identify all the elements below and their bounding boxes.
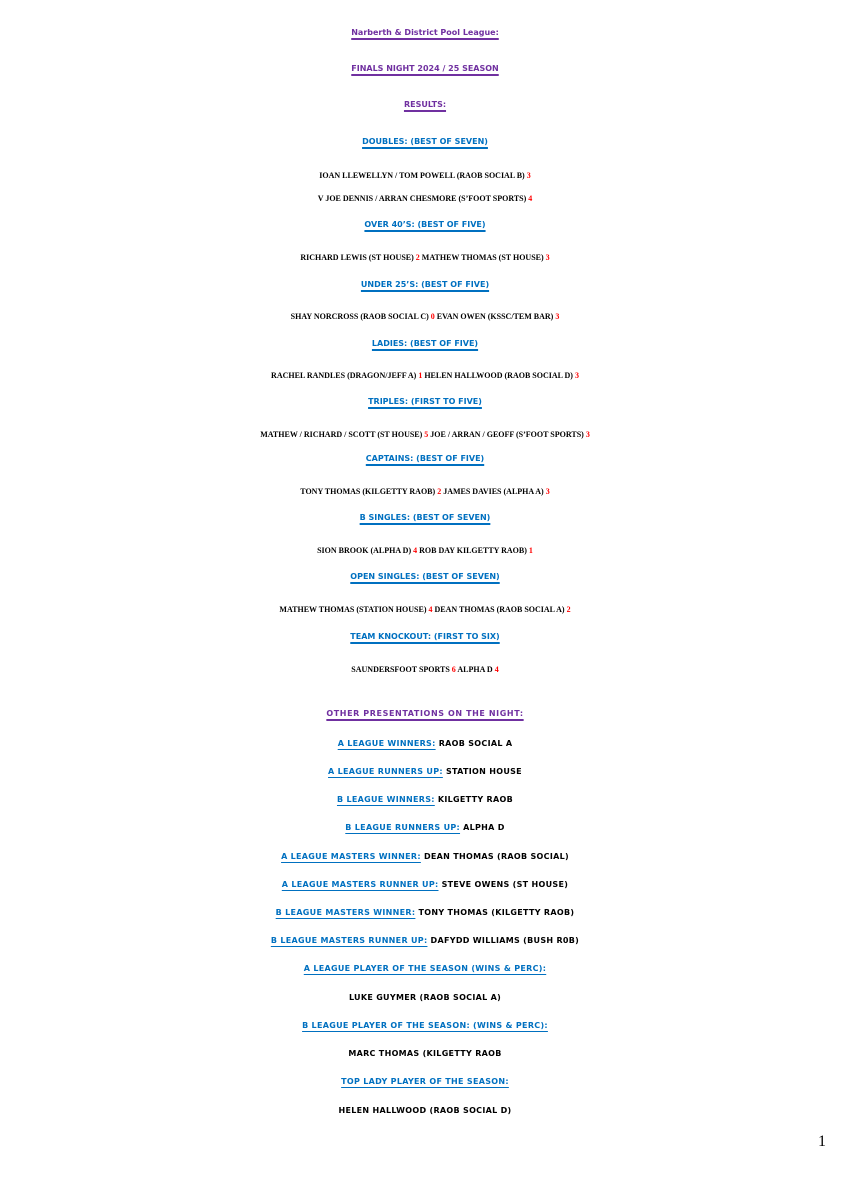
result-text: EVAN OWEN (KSSC/TEM BAR) — [434, 312, 556, 321]
other-presentations-title: OTHER PRESENTATIONS ON THE NIGHT: — [326, 709, 524, 718]
result-line-doubles-2 — [0, 194, 850, 203]
score: 2 — [415, 253, 420, 262]
presentation-label: B LEAGUE WINNERS: — [336, 795, 435, 804]
presentation-a-league-runners-up — [0, 767, 850, 776]
presentation-label: A LEAGUE WINNERS: — [337, 739, 436, 748]
score: 3 — [585, 430, 590, 439]
result-line-under-25s — [0, 312, 850, 321]
presentation-value: MARC THOMAS (KILGETTY RAOB — [348, 1049, 502, 1058]
presentation-label: B LEAGUE MASTERS RUNNER UP: — [270, 936, 428, 945]
section-title-b-singles: B SINGLES: (BEST OF SEVEN) — [359, 513, 491, 522]
result-text: SAUNDERSFOOT SPORTS — [351, 665, 452, 674]
presentation-top-lady-player — [0, 1077, 850, 1086]
section-title-ladies: LADIES: (BEST OF FIVE) — [371, 339, 479, 348]
result-text: MATHEW / RICHARD / SCOTT (ST HOUSE) — [260, 430, 425, 439]
result-line-b-singles — [0, 546, 850, 555]
presentation-value: STATION HOUSE — [442, 767, 522, 776]
result-text: V JOE DENNIS / ARRAN CHESMORE (S’FOOT SPORTS) — [317, 194, 529, 203]
score: 3 — [555, 312, 560, 321]
presentation-label: A LEAGUE RUNNERS UP: — [328, 767, 443, 776]
presentation-value: TONY THOMAS (KILGETTY RAOB) — [415, 908, 575, 917]
presentation-b-league-masters-runner-up — [0, 936, 850, 945]
section-title-triples: TRIPLES: (FIRST TO FIVE) — [368, 397, 482, 406]
presentation-b-league-winners — [0, 795, 850, 804]
result-text: RACHEL RANDLES (DRAGON/JEFF A) — [271, 371, 419, 380]
result-text: TONY THOMAS (KILGETTY RAOB) — [300, 487, 438, 496]
score: 3 — [574, 371, 579, 380]
presentation-a-league-player-name — [0, 993, 850, 1002]
league-title: Narberth & District Pool League: — [351, 28, 499, 37]
results-title: RESULTS: — [403, 100, 447, 109]
section-title-open-singles: OPEN SINGLES: (BEST OF SEVEN) — [350, 572, 500, 581]
result-text: IOAN LLEWELLYN / TOM POWELL (RAOB SOCIAL B) — [319, 171, 527, 180]
score: 2 — [437, 487, 442, 496]
result-text: DEAN THOMAS (RAOB SOCIAL A) — [432, 605, 567, 614]
result-line-captains — [0, 487, 850, 496]
result-text: SION BROOK (ALPHA D) — [317, 546, 414, 555]
presentation-b-league-masters-winner — [0, 908, 850, 917]
presentation-label: B LEAGUE MASTERS WINNER: — [275, 908, 416, 917]
section-title-over-40s: OVER 40’S: (BEST OF FIVE) — [364, 220, 486, 229]
presentation-label: A LEAGUE PLAYER OF THE SEASON (WINS & PERC): — [303, 964, 547, 973]
presentation-value: KILGETTY RAOB — [434, 795, 514, 804]
score: 4 — [494, 665, 499, 674]
score: 5 — [424, 430, 429, 439]
presentation-value: DAFYDD WILLIAMS (BUSH R0B) — [427, 936, 580, 945]
result-line-doubles-1 — [0, 171, 850, 180]
score: 4 — [428, 605, 433, 614]
score: 4 — [413, 546, 418, 555]
page-number: 1 — [818, 1133, 826, 1150]
presentation-value: ALPHA D — [460, 823, 505, 832]
result-text: RICHARD LEWIS (ST HOUSE) — [300, 253, 416, 262]
result-text: ROB DAY KILGETTY RAOB) — [417, 546, 529, 555]
presentation-label: TOP LADY PLAYER OF THE SEASON: — [341, 1077, 509, 1086]
result-line-team-knockout — [0, 665, 850, 674]
season-title: FINALS NIGHT 2024 / 25 SEASON — [351, 64, 499, 73]
presentation-b-league-player-name — [0, 1049, 850, 1058]
section-title-under-25s: UNDER 25’S: (BEST OF FIVE) — [360, 280, 490, 289]
score: 2 — [566, 605, 571, 614]
score: 3 — [545, 253, 550, 262]
result-text: JOE / ARRAN / GEOFF (S’FOOT SPORTS) — [428, 430, 586, 439]
result-line-over-40s — [0, 253, 850, 262]
presentation-value: DEAN THOMAS (RAOB SOCIAL) — [420, 852, 569, 861]
result-text: ALPHA D — [455, 665, 495, 674]
presentation-b-league-player-of-season — [0, 1021, 850, 1030]
score: 4 — [528, 194, 533, 203]
score: 3 — [545, 487, 550, 496]
section-title-doubles: DOUBLES: (BEST OF SEVEN) — [362, 137, 488, 146]
presentation-value: RAOB SOCIAL A — [435, 739, 513, 748]
score: 6 — [451, 665, 456, 674]
presentation-label: B LEAGUE PLAYER OF THE SEASON: (WINS & PERC): — [302, 1021, 548, 1030]
presentation-top-lady-player-name — [0, 1106, 850, 1115]
presentation-a-league-player-of-season — [0, 964, 850, 973]
presentation-value: LUKE GUYMER (RAOB SOCIAL A) — [348, 993, 502, 1002]
score: 3 — [526, 171, 531, 180]
score: 1 — [528, 546, 533, 555]
result-text: MATHEW THOMAS (ST HOUSE) — [419, 253, 546, 262]
presentation-value: STEVE OWENS (ST HOUSE) — [438, 880, 569, 889]
presentation-b-league-runners-up — [0, 823, 850, 832]
presentation-label: B LEAGUE RUNNERS UP: — [345, 823, 461, 832]
result-line-ladies — [0, 371, 850, 380]
result-text: SHAY NORCROSS (RAOB SOCIAL C) — [290, 312, 431, 321]
presentation-label: A LEAGUE MASTERS WINNER: — [281, 852, 421, 861]
score: 0 — [430, 312, 435, 321]
result-line-triples — [0, 430, 850, 439]
result-text: JAMES DAVIES (ALPHA A) — [441, 487, 546, 496]
section-title-team-knockout: TEAM KNOCKOUT: (FIRST TO SIX) — [350, 632, 500, 641]
presentation-value: HELEN HALLWOOD (RAOB SOCIAL D) — [338, 1106, 512, 1115]
result-text: MATHEW THOMAS (STATION HOUSE) — [279, 605, 429, 614]
presentation-a-league-winners — [0, 739, 850, 748]
result-line-open-singles — [0, 605, 850, 614]
presentation-label: A LEAGUE MASTERS RUNNER UP: — [281, 880, 439, 889]
score: 1 — [418, 371, 423, 380]
section-title-captains: CAPTAINS: (BEST OF FIVE) — [365, 454, 485, 463]
presentation-a-league-masters-winner — [0, 852, 850, 861]
presentation-a-league-masters-runner-up — [0, 880, 850, 889]
result-text: HELEN HALLWOOD (RAOB SOCIAL D) — [422, 371, 575, 380]
